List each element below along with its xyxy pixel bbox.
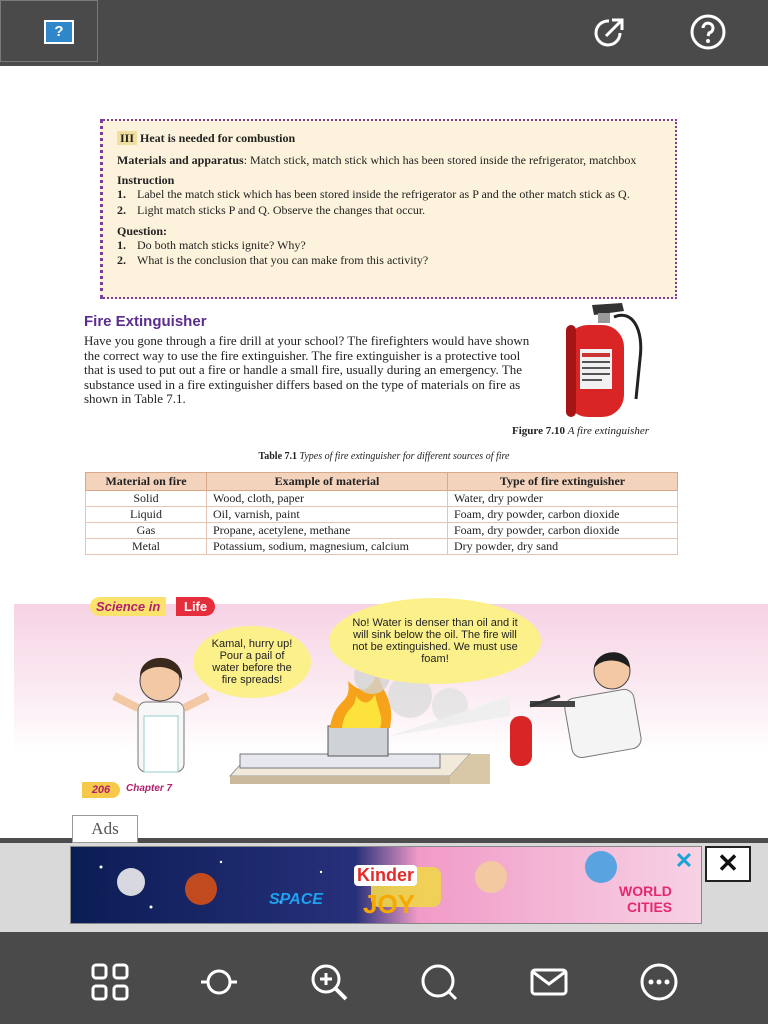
fire-extinguisher-table [85,472,678,555]
table-cell: Liquid [86,507,207,523]
table-caption: Table 7.1 Types of fire extinguisher for different sources of fire [258,451,510,462]
top-toolbar [0,0,768,64]
badge-life: Life [176,597,215,616]
table-row [86,507,678,523]
table-cell: Potassium, sodium, magnesium, calcium [207,539,448,555]
speech-bubble-girl [193,626,311,698]
figure-caption: Figure 7.10 A fire extinguisher [512,425,649,437]
document-page [0,66,768,838]
chapter-label: Chapter 7 [126,783,173,794]
ad-text: Kinder [354,865,417,886]
table-row [86,491,678,507]
grid-icon[interactable] [88,960,132,1004]
speech-bubble-boy [329,598,541,684]
activity-title: Heat is needed for combustion [140,131,296,145]
activity-materials [117,153,655,167]
help-circle-icon[interactable] [688,12,728,52]
ad-text: JOY [363,889,416,919]
table-cell: Solid [86,491,207,507]
ad-close-small-icon[interactable]: ✕ [674,848,694,873]
section-title: Fire Extinguisher [84,313,207,330]
ad-banner[interactable] [70,846,702,924]
speech-text: No! Water is denser than oil and it will sink below the oil. The fire will not be extinguished. We must use foam! [352,617,518,665]
table-cell: Oil, varnish, paint [207,507,448,523]
zoom-in-icon[interactable] [307,960,351,1004]
table-cell: Gas [86,523,207,539]
table-header: Example of material [207,473,448,491]
question-item: 1. Do both match sticks ignite? Why? [117,238,306,252]
share-icon[interactable] [590,12,630,52]
fire-extinguisher-image [552,299,652,423]
speech-text: Kamal, hurry up! Pour a pail of water before the fire spreads! [211,638,293,686]
ad-close-button[interactable]: ✕ [705,846,751,882]
table-header-row [86,473,678,491]
ad-text: CITIES [627,899,673,915]
help-button[interactable] [0,0,98,62]
activity-number: III [117,131,137,145]
instruction-label: Instruction [117,173,175,187]
table-cell: Foam, dry powder, carbon dioxide [448,507,678,523]
question-item: 2. What is the conclusion that you can make from this activity? [117,253,429,267]
instruction-item: 2. Light match sticks P and Q. Observe the changes that occur. [117,203,426,217]
more-icon[interactable] [637,960,681,1004]
help-square-icon: ? [44,20,74,44]
activity-box [100,119,677,299]
table-cell: Wood, cloth, paper [207,491,448,507]
table-row [86,523,678,539]
question-label: Question: [117,224,168,238]
table-cell: Propane, acetylene, methane [207,523,448,539]
page-number: 206 [82,782,120,798]
table-header: Material on fire [86,473,207,491]
materials-label: Materials and apparatus [117,153,244,167]
instruction-item: 1. Label the match stick which has been stored inside the refrigerator as P and the other match stick as Q. [117,187,630,201]
activity-heading [117,131,655,145]
table-cell: Dry powder, dry sand [448,539,678,555]
table-row [86,539,678,555]
section-paragraph: Have you gone through a fire drill at your school? The firefighters would have shown the correct way to use the fire extinguisher. The fire extinguisher is a protective tool that is used to put out a fire or handle a small fire, usually during an emergency. The substance used in a fire extinguisher differs based on the type of materials on fire as shown in Table 7.1. [84,333,530,406]
ad-text: SPACE [269,891,323,908]
materials-text: : Match stick, match stick which has been stored inside the refrigerator, matchbox [243,153,637,167]
mail-icon[interactable] [527,960,571,1004]
table-cell: Foam, dry powder, carbon dioxide [448,523,678,539]
comment-icon[interactable] [417,960,461,1004]
search-icon[interactable] [197,960,241,1004]
ad-text: WORLD [619,883,672,899]
table-cell: Metal [86,539,207,555]
bottom-toolbar [0,932,768,1024]
table-header: Type of fire extinguisher [448,473,678,491]
table-cell: Water, dry powder [448,491,678,507]
ads-label: Ads [72,815,138,843]
badge-science-in: Science in [90,597,166,616]
